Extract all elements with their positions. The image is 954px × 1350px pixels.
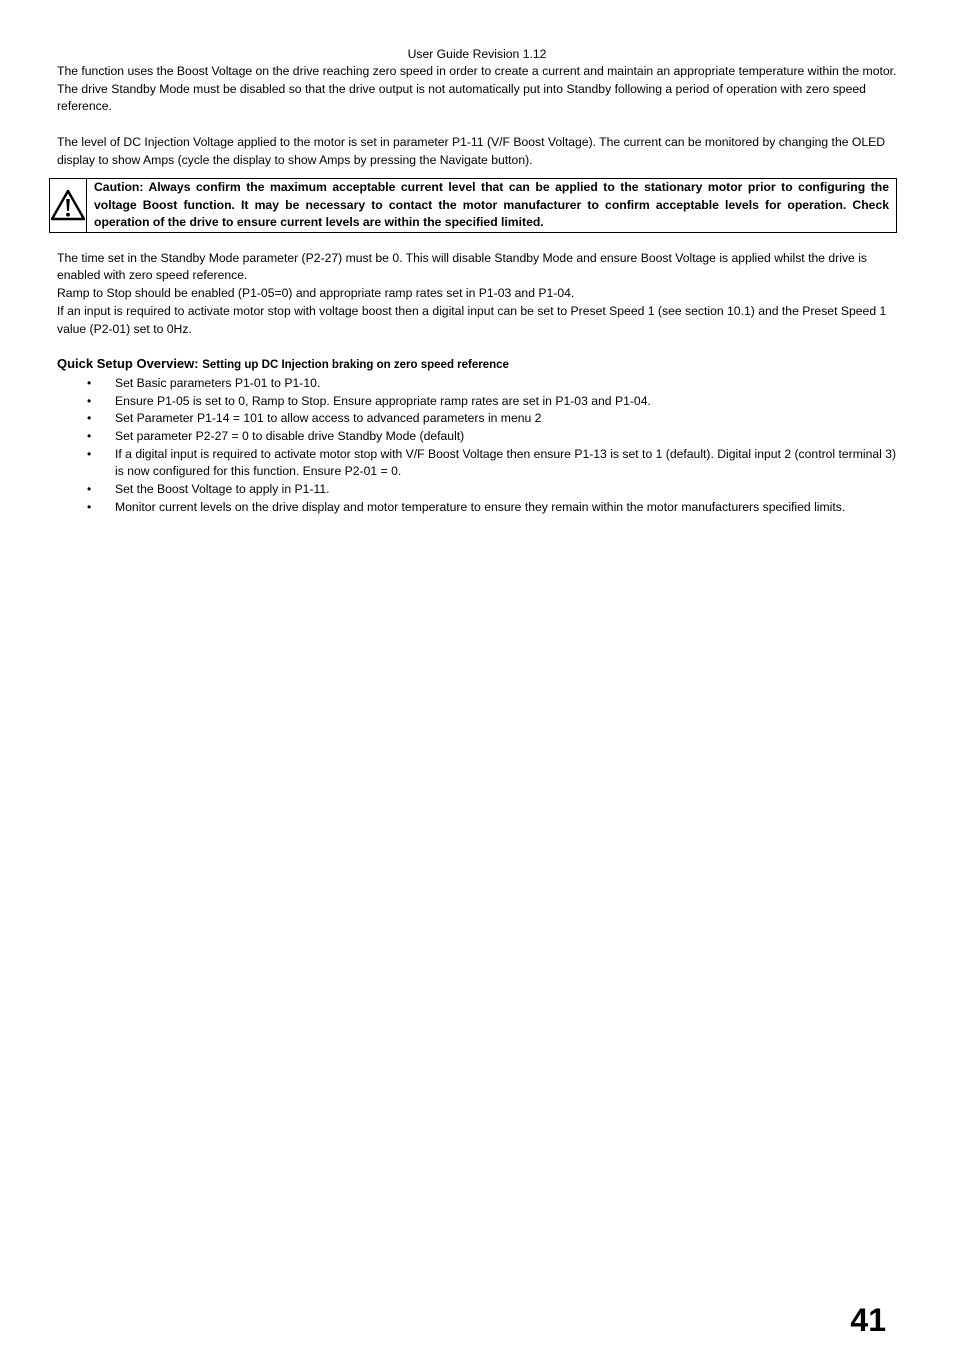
page-header: User Guide Revision 1.12 [407, 47, 547, 61]
bullet-icon: • [87, 411, 92, 426]
quick-setup-subtitle: Setting up DC Injection braking on zero speed reference [202, 359, 509, 372]
bullet-icon: • [87, 446, 92, 461]
bullet-icon: • [87, 499, 92, 514]
list-item: • Ensure P1-05 is set to 0, Ramp to Stop. Ensure appropriate ramp rates are set in P1-03 and P1-04. [57, 393, 899, 411]
paragraph-dc-injection-level: The level of DC Injection Voltage applied to the motor is set in parameter P1-11 (V/F Boost Voltage). The current can be monitored by changing the OLED display to show Amps (cycle the display to show Amps by pressing the Navigate button). [57, 134, 886, 167]
bullet-icon: • [87, 393, 92, 408]
list-item: • Set Basic parameters P1-01 to P1-10. [57, 375, 899, 393]
paragraph-preset-speed: If an input is required to activate motor stop with voltage boost then a digital input can be set to Preset Speed 1 (see section 10.1) and the Preset Speed 1 value (P2-01) set to 0Hz. [57, 303, 887, 336]
list-item: • Monitor current levels on the drive display and motor temperature to ensure they remain within the motor manufacturers specified limits. [57, 499, 899, 517]
quick-setup-heading [57, 355, 899, 375]
caution-text: Caution: Always confirm the maximum acceptable current level that can be applied to the stationary motor prior to configuring the voltage Boost function. It may be necessary to contact the motor manufacturer to confirm acceptable levels for operation. Check operation of the drive to ensure current levels are within the specified limited. [94, 180, 889, 230]
quick-setup-list [57, 375, 899, 517]
list-item: • If a digital input is required to activate motor stop with V/F Boost Voltage then ensure P1-13 is set to 1 (default). Digital input 2 (control terminal 3) is now configured for this function. Ensure P2-01 = 0. [87, 446, 897, 479]
bullet-icon: • [87, 375, 92, 390]
quick-setup-title: Quick Setup Overview: [57, 356, 199, 372]
caution-icon-cell [50, 179, 87, 232]
list-item: • Set Parameter P1-14 = 101 to allow access to advanced parameters in menu 2 [57, 410, 899, 428]
list-item: • Set the Boost Voltage to apply in P1-11. [57, 481, 899, 499]
page-number: 41 [850, 1302, 886, 1338]
caution-box [49, 178, 897, 233]
paragraph-boost-function: The function uses the Boost Voltage on the drive reaching zero speed in order to create a current and maintain an appropriate temperature within the motor. The drive Standby Mode must be disabled so that the drive output is not automatically put into Standby following a period of operation with zero speed reference. [57, 64, 897, 114]
paragraph-standby-mode: The time set in the Standby Mode parameter (P2-27) must be 0. This will disable Standby Mode and ensure Boost Voltage is applied whilst the drive is enabled with zero speed reference. [57, 250, 867, 283]
paragraph-ramp-to-stop: Ramp to Stop should be enabled (P1-05=0) and appropriate ramp rates set in P1-03 and P1-04. [57, 286, 575, 301]
page-content [57, 63, 899, 517]
warning-triangle-icon [50, 189, 86, 221]
bullet-icon: • [87, 482, 92, 497]
list-item: • Set parameter P2-27 = 0 to disable drive Standby Mode (default) [57, 428, 899, 446]
bullet-icon: • [87, 429, 92, 444]
